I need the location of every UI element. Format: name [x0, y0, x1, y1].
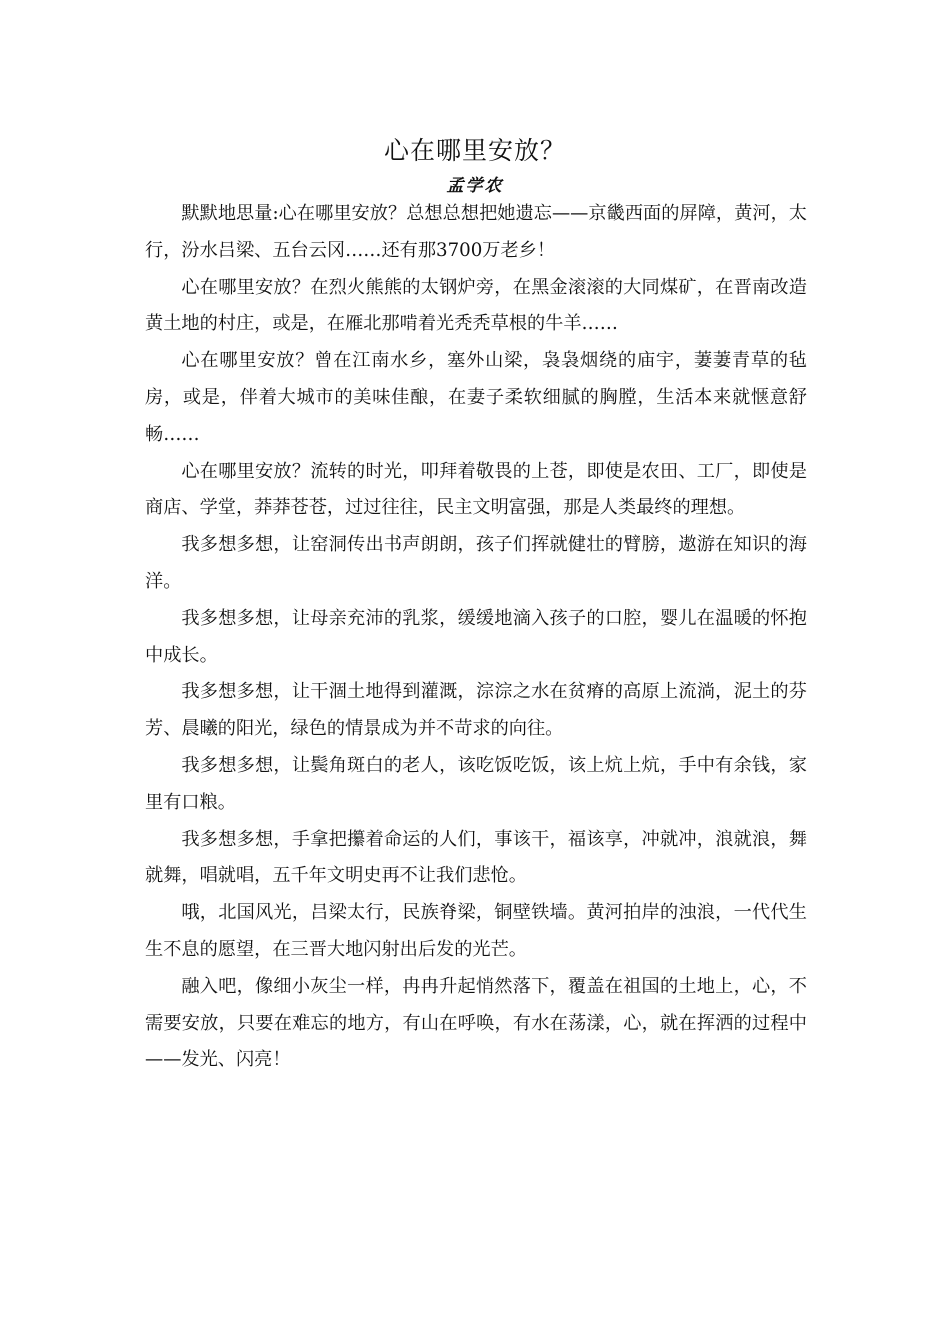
paragraph-5: 我多想多想，让窑洞传出书声朗朗，孩子们挥就健壮的臂膀，遨游在知识的海洋。 — [145, 534, 807, 592]
paragraph-8: 我多想多想，让鬓角斑白的老人，该吃饭吃饭，该上炕上炕，手中有余钱，家里有口粮。 — [145, 754, 807, 813]
paragraph-7: 我多想多想，让干涸土地得到灌溉，淙淙之水在贫瘠的高原上流淌，泥土的芬芳、晨曦的阳光，绿色的情景成为并不苛求的向往。 — [145, 681, 807, 740]
paragraph-3: 心在哪里安放？曾在江南水乡，塞外山梁，袅袅烟绕的庙宇，萋萋青草的毡房，或是，伴着大城市的美味佳酿，在妻子柔软细腻的胸膛，生活本来就惬意舒畅…… — [145, 350, 807, 445]
paragraph-6: 我多想多想，让母亲充沛的乳浆，缓缓地滴入孩子的口腔，婴儿在温暖的怀抱中成长。 — [145, 607, 807, 666]
paragraph-2: 心在哪里安放？在烈火熊熊的太钢炉旁，在黑金滚滚的大同煤矿，在晋南改造黄土地的村庄，或是，在雁北那啃着光秃秃草根的牛羊…… — [145, 276, 807, 335]
author-name: 孟学农 — [446, 176, 504, 196]
poem-body — [145, 196, 807, 1079]
paragraph-9: 我多想多想，手拿把攥着命运的人们，事该干，福该享，冲就冲，浪就浪，舞就舞，唱就唱，五千年文明史再不让我们悲怆。 — [145, 828, 807, 887]
paragraph-4: 心在哪里安放？流转的时光，叩拜着敬畏的上苍，即使是农田、工厂，即使是商店、学堂，莽莽苍苍，过过往往，民主文明富强，那是人类最终的理想。 — [145, 460, 807, 519]
document-title: 心在哪里安放？ — [383, 136, 566, 165]
paragraph-10: 哦，北国风光，吕梁太行，民族脊梁，铜壁铁墙。黄河拍岸的浊浪，一代代生生不息的愿望，在三晋大地闪射出后发的光芒。 — [145, 902, 807, 960]
paragraph-1: 默默地思量:心在哪里安放？总想总想把她遗忘——京畿西面的屏障，黄河，太行，汾水吕梁、五台云冈……还有那3700万老乡！ — [145, 203, 807, 261]
paragraph-11: 融入吧，像细小灰尘一样，冉冉升起悄然落下，覆盖在祖国的土地上，心，不需要安放，只要在难忘的地方，有山在呼唤，有水在荡漾，心，就在挥洒的过程中——发光、闪亮！ — [145, 975, 807, 1071]
